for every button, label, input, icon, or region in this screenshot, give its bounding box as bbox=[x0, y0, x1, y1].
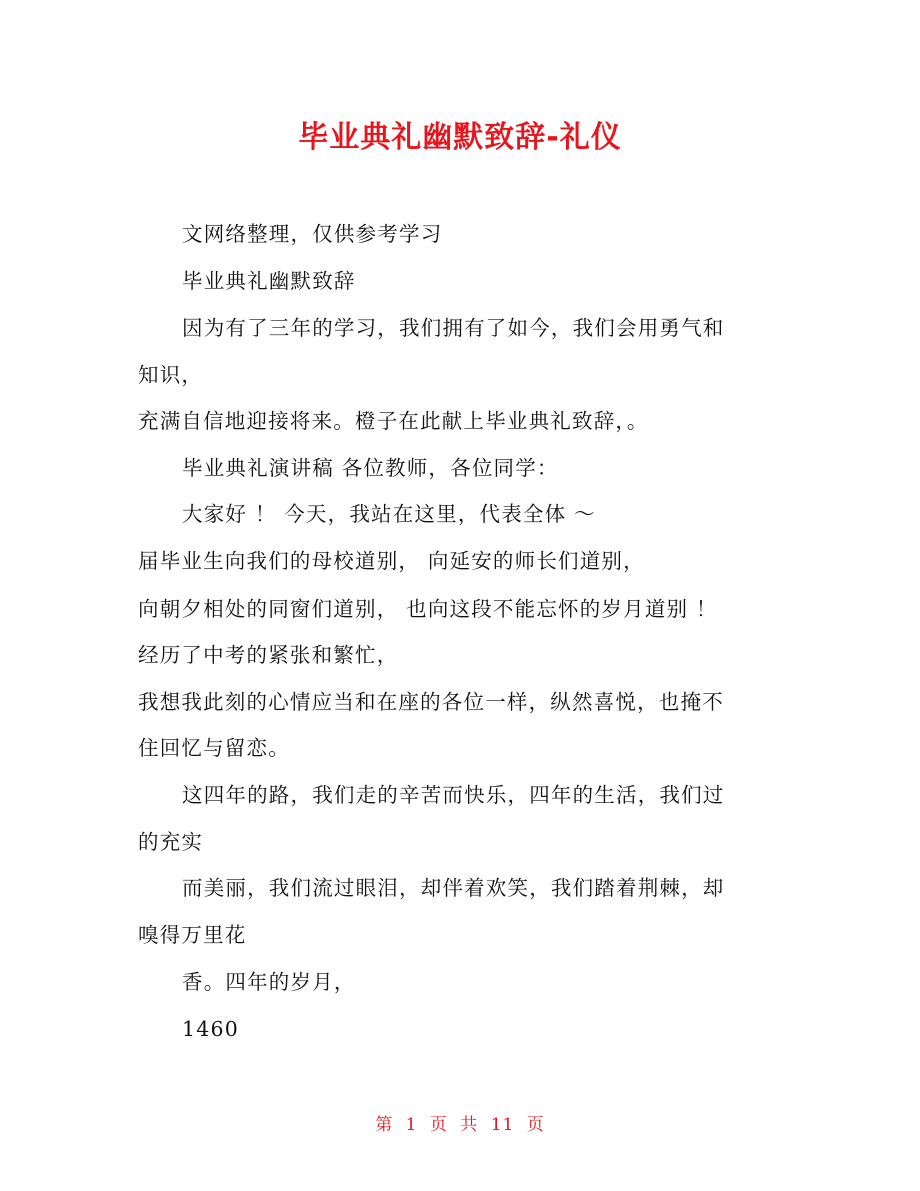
paragraph-line: 向朝夕相处的同窗们道别， 也向这段不能忘怀的岁月道别 ！ bbox=[138, 597, 718, 621]
paragraph-line: 1460 bbox=[182, 1017, 239, 1041]
paragraph-line: 这四年的路，我们走的辛苦而快乐，四年的生活，我们过 bbox=[182, 783, 725, 807]
paragraph-line: 嗅得万里花 bbox=[138, 923, 247, 947]
paragraph-line: 届毕业生向我们的母校道别， 向延安的师长们道别， bbox=[138, 549, 645, 573]
document-title: 毕业典礼幽默致辞-礼仪 bbox=[298, 120, 622, 155]
paragraph-line: 我想我此刻的心情应当和在座的各位一样，纵然喜悦，也掩不 bbox=[138, 690, 724, 714]
paragraph-line: 知识， bbox=[138, 363, 204, 387]
paragraph-line: 毕业典礼幽默致辞 bbox=[182, 269, 356, 293]
paragraph-line: 香。四年的岁月， bbox=[182, 970, 356, 994]
paragraph-line: 大家好 ！ 今天，我站在这里，代表全体 ～ bbox=[182, 502, 596, 526]
paragraph-line: 经历了中考的紧张和繁忙， bbox=[138, 643, 399, 667]
paragraph-line: 毕业典礼演讲稿 各位教师，各位同学： bbox=[182, 456, 559, 480]
paragraph-line: 文网络整理，仅供参考学习 bbox=[182, 222, 443, 246]
paragraph-line: 而美丽，我们流过眼泪，却伴着欢笑，我们踏着荆棘，却 bbox=[182, 876, 725, 900]
paragraph-line: 因为有了三年的学习，我们拥有了如今，我们会用勇气和 bbox=[182, 316, 725, 340]
paragraph-line: 住回忆与留恋。 bbox=[138, 736, 290, 760]
paragraph-line: 充满自信地迎接将来。橙子在此献上毕业典礼致辞，。 bbox=[138, 409, 649, 433]
page-number-footer: 第 1 页 共 11 页 bbox=[375, 1115, 545, 1135]
paragraph-line: 的充实 bbox=[138, 830, 204, 854]
